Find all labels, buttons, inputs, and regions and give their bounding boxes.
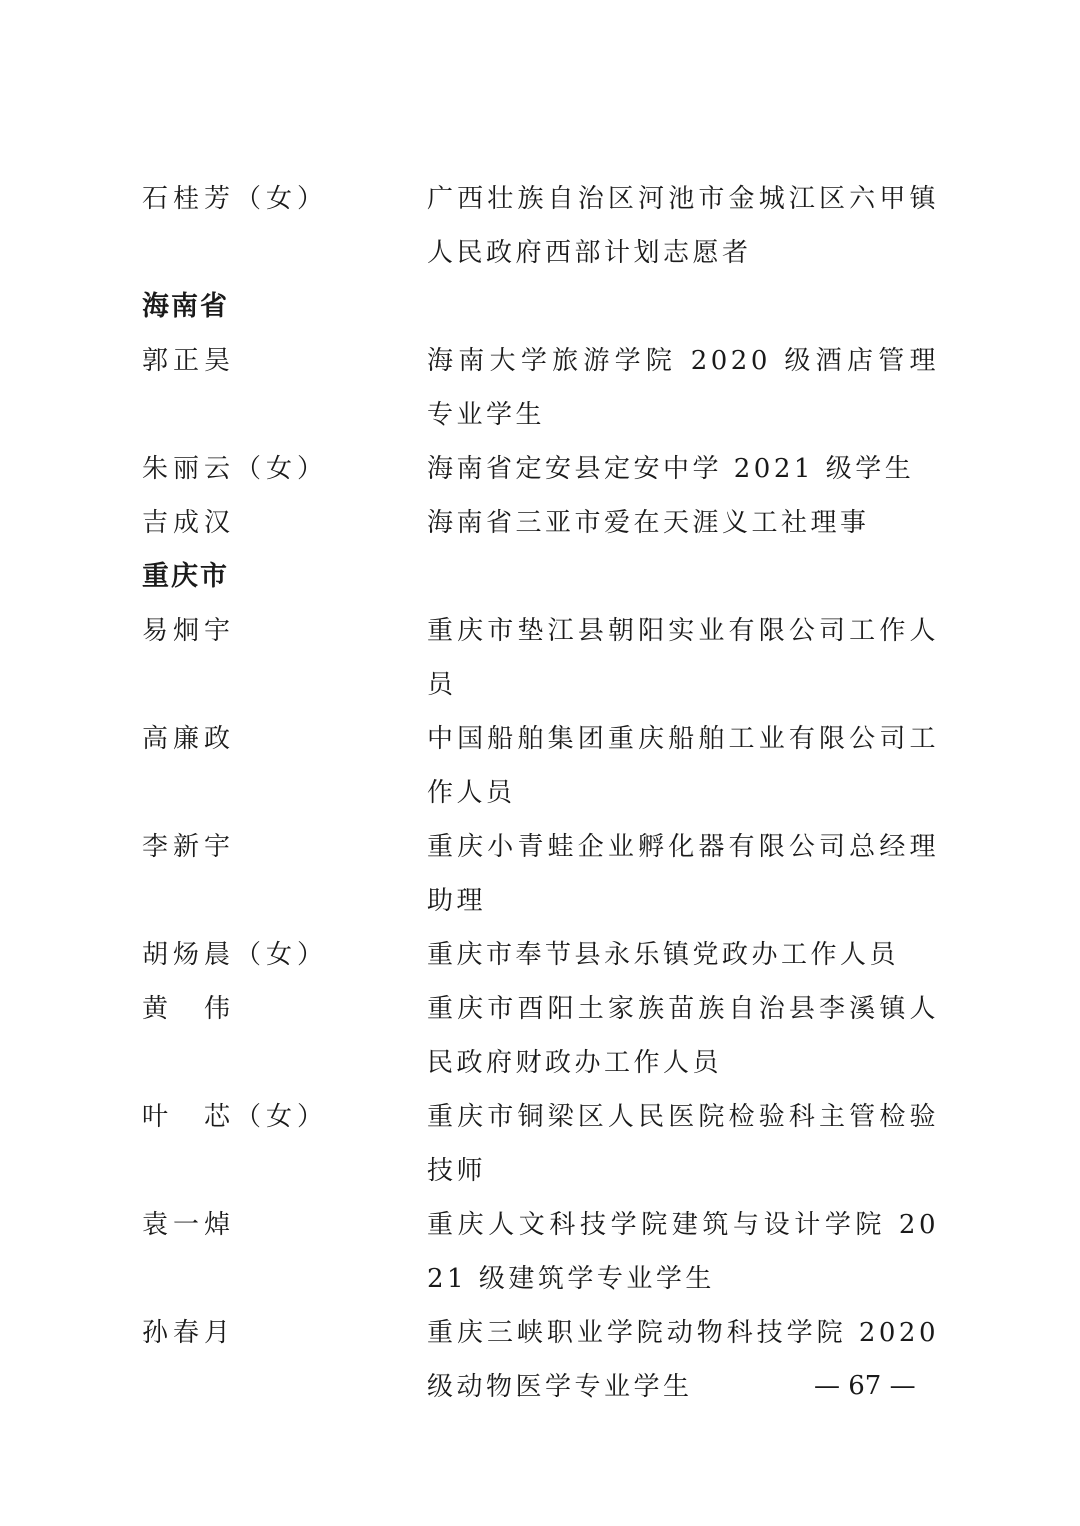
honoree-entry (142, 1198, 942, 1306)
honoree-list (142, 172, 942, 1414)
honoree-name: 易炯宇 (142, 616, 236, 646)
province-heading: 海南省 (142, 291, 229, 322)
honoree-entry (142, 928, 942, 982)
honoree-affiliation: 重庆市酉阳土家族苗族自治县李溪镇人民政府财政办工作人员 (427, 994, 939, 1078)
province-heading: 重庆市 (142, 561, 229, 592)
honoree-name: 叶 芯（女） (142, 1102, 329, 1132)
honoree-name: 孙春月 (142, 1318, 236, 1348)
honoree-affiliation: 重庆三峡职业学院动物科技学院 2020 级动物医学专业学生 (427, 1318, 939, 1402)
honoree-affiliation: 重庆人文科技学院建筑与设计学院 2021 级建筑学专业学生 (427, 1210, 939, 1294)
honoree-affiliation: 海南大学旅游学院 2020 级酒店管理专业学生 (427, 346, 939, 430)
honoree-name: 胡炀晨（女） (142, 940, 329, 970)
honoree-entry (142, 820, 942, 928)
honoree-entry (142, 442, 942, 496)
honoree-affiliation: 中国船舶集团重庆船舶工业有限公司工作人员 (427, 724, 939, 808)
honoree-affiliation: 广西壮族自治区河池市金城江区六甲镇人民政府西部计划志愿者 (427, 184, 939, 268)
honoree-entry (142, 334, 942, 442)
honoree-affiliation: 重庆市铜梁区人民医院检验科主管检验技师 (427, 1102, 939, 1186)
honoree-name: 吉成汉 (142, 508, 236, 538)
honoree-name: 朱丽云（女） (142, 454, 329, 484)
honoree-affiliation: 重庆小青蛙企业孵化器有限公司总经理助理 (427, 832, 939, 916)
honoree-affiliation: 重庆市垫江县朝阳实业有限公司工作人员 (427, 616, 939, 700)
honoree-name: 李新宇 (142, 832, 236, 862)
honoree-entry (142, 1090, 942, 1198)
honoree-entry (142, 604, 942, 712)
page-number: — 67 — (814, 1371, 916, 1401)
honoree-name: 黄 伟 (142, 994, 236, 1024)
honoree-affiliation: 海南省定安县定安中学 2021 级学生 (427, 454, 915, 484)
honoree-entry (142, 172, 942, 280)
honoree-affiliation: 重庆市奉节县永乐镇党政办工作人员 (427, 940, 900, 970)
honoree-entry (142, 982, 942, 1090)
honoree-name: 郭正昊 (142, 346, 236, 376)
honoree-affiliation: 海南省三亚市爱在天涯义工社理事 (427, 508, 870, 538)
honoree-name: 高廉政 (142, 724, 236, 754)
honoree-name: 石桂芳（女） (142, 184, 329, 214)
honoree-name: 袁一焯 (142, 1210, 236, 1240)
honoree-entry (142, 712, 942, 820)
honoree-entry (142, 496, 942, 550)
